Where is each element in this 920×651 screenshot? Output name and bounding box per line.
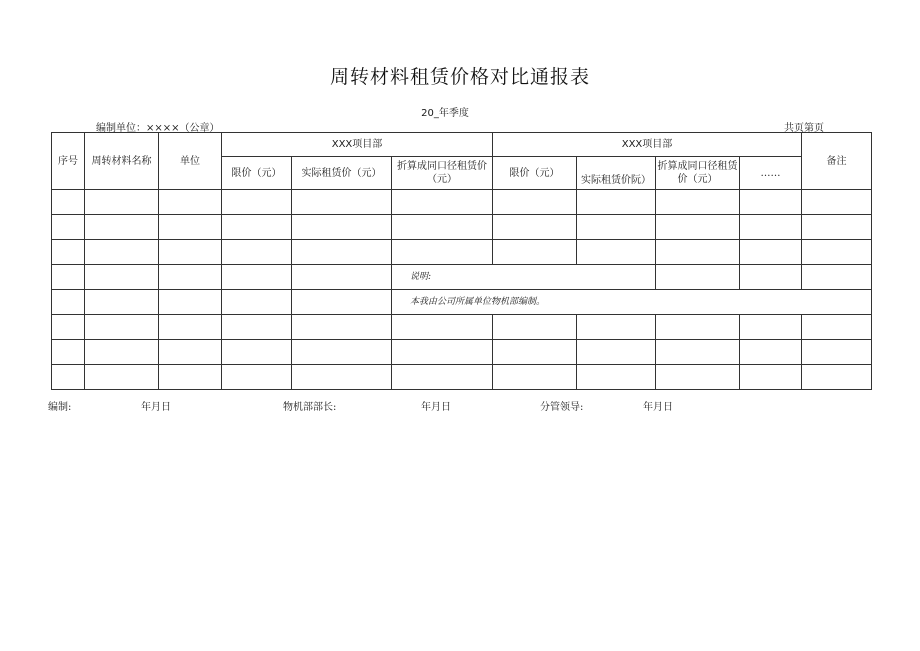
footer-prepared-by: 编制: [48, 402, 72, 413]
table-cell[interactable] [392, 365, 493, 390]
table-cell[interactable] [85, 365, 159, 390]
price-comparison-table [51, 132, 872, 390]
table-cell[interactable] [802, 215, 872, 240]
notes-label: 说明: [392, 265, 656, 290]
table-cell[interactable] [85, 315, 159, 340]
table-cell[interactable] [656, 340, 740, 365]
table-cell[interactable] [222, 365, 292, 390]
table-row [52, 265, 872, 290]
table-cell[interactable] [392, 340, 493, 365]
table-cell[interactable] [85, 265, 159, 290]
table-cell[interactable] [52, 340, 85, 365]
table-cell[interactable] [85, 190, 159, 215]
table-cell[interactable] [740, 190, 802, 215]
table-row [52, 365, 872, 390]
table-cell[interactable] [85, 340, 159, 365]
table-row [52, 340, 872, 365]
header-converted-price-2: 折算成同口径租赁价（元） [656, 157, 740, 190]
table-cell[interactable] [222, 240, 292, 265]
table-cell[interactable] [292, 290, 392, 315]
quarter-label: 20_年季度 [421, 108, 469, 119]
table-cell[interactable] [656, 215, 740, 240]
table-cell[interactable] [802, 240, 872, 265]
page-number-label: 共页第页 [784, 123, 824, 134]
table-cell[interactable] [52, 190, 85, 215]
table-cell[interactable] [740, 215, 802, 240]
header-unit: 单位 [159, 133, 222, 190]
table-cell[interactable] [493, 215, 577, 240]
footer-date-2: 年月日 [421, 402, 451, 413]
footer-dept-head: 物机部部长: [283, 402, 337, 413]
table-cell[interactable] [52, 215, 85, 240]
header-actual-price-2: 实际租赁价阮） [577, 157, 656, 190]
table-cell[interactable] [493, 365, 577, 390]
table-cell[interactable] [577, 240, 656, 265]
header-dept-1: XXX项目部 [222, 133, 493, 157]
footer-leader: 分管领导: [540, 402, 584, 413]
table-row [52, 190, 872, 215]
header-limit-price-1: 限价（元） [222, 157, 292, 190]
table-cell[interactable] [577, 365, 656, 390]
table-cell[interactable] [740, 315, 802, 340]
table-cell[interactable] [292, 315, 392, 340]
header-dept-2: XXX项目部 [493, 133, 802, 157]
table-cell[interactable] [740, 265, 802, 290]
table-row [52, 240, 872, 265]
footer-date-3: 年月日 [643, 402, 673, 413]
table-cell[interactable] [159, 265, 222, 290]
table-cell[interactable] [85, 290, 159, 315]
table-cell[interactable] [392, 190, 493, 215]
table-cell[interactable] [292, 240, 392, 265]
table-cell[interactable] [52, 365, 85, 390]
table-cell[interactable] [740, 365, 802, 390]
table-cell[interactable] [52, 265, 85, 290]
table-cell[interactable] [222, 340, 292, 365]
table-row [52, 315, 872, 340]
table-cell[interactable] [159, 340, 222, 365]
table-cell[interactable] [493, 240, 577, 265]
table-cell[interactable] [656, 265, 740, 290]
footer-date-1: 年月日 [141, 402, 171, 413]
header-converted-price-1: 折算成同口径租赁价（元） [392, 157, 493, 190]
table-cell[interactable] [802, 315, 872, 340]
table-cell[interactable] [740, 340, 802, 365]
notes-text: 本我由公司所属单位物机部编制。 [392, 290, 872, 315]
table-cell[interactable] [656, 365, 740, 390]
table-cell[interactable] [222, 290, 292, 315]
table-cell[interactable] [292, 365, 392, 390]
table-cell[interactable] [577, 315, 656, 340]
table-cell[interactable] [802, 340, 872, 365]
table-cell[interactable] [159, 190, 222, 215]
table-cell[interactable] [577, 215, 656, 240]
table-cell[interactable] [159, 315, 222, 340]
table-cell[interactable] [85, 240, 159, 265]
compiling-unit-label: 编制单位：××××（公章） [96, 123, 220, 134]
table-cell[interactable] [740, 240, 802, 265]
table-cell[interactable] [802, 190, 872, 215]
table-cell[interactable] [802, 265, 872, 290]
table-cell[interactable] [292, 265, 392, 290]
table-cell[interactable] [493, 340, 577, 365]
table-cell[interactable] [222, 265, 292, 290]
table-cell[interactable] [52, 240, 85, 265]
table-cell[interactable] [222, 190, 292, 215]
page-title: 周转材料租赁价格对比通报表 [329, 66, 590, 88]
table-row [52, 215, 872, 240]
table-cell[interactable] [577, 190, 656, 215]
table-cell[interactable] [292, 215, 392, 240]
table-cell[interactable] [656, 190, 740, 215]
table-cell[interactable] [292, 190, 392, 215]
table-cell[interactable] [159, 290, 222, 315]
table-cell[interactable] [493, 190, 577, 215]
table-cell[interactable] [493, 315, 577, 340]
table-cell[interactable] [656, 315, 740, 340]
header-limit-price-2: 限价（元） [493, 157, 577, 190]
table-cell[interactable] [159, 215, 222, 240]
table-cell[interactable] [222, 215, 292, 240]
table-cell[interactable] [392, 215, 493, 240]
header-material-name: 周转材料名称 [85, 133, 159, 190]
table-cell[interactable] [52, 315, 85, 340]
table-cell[interactable] [392, 240, 493, 265]
table-cell[interactable] [222, 315, 292, 340]
table-cell[interactable] [159, 365, 222, 390]
table-cell[interactable] [656, 240, 740, 265]
header-actual-price-1: 实际租赁价（元） [292, 157, 392, 190]
header-remarks: 备注 [802, 133, 872, 190]
table-cell[interactable] [52, 290, 85, 315]
table-cell[interactable] [292, 340, 392, 365]
table-cell[interactable] [577, 340, 656, 365]
table-cell[interactable] [85, 215, 159, 240]
table-row [52, 290, 872, 315]
table-cell[interactable] [802, 365, 872, 390]
header-seq: 序号 [52, 133, 85, 190]
table-cell[interactable] [392, 315, 493, 340]
header-ellipsis: …… [740, 157, 802, 190]
table-cell[interactable] [159, 240, 222, 265]
